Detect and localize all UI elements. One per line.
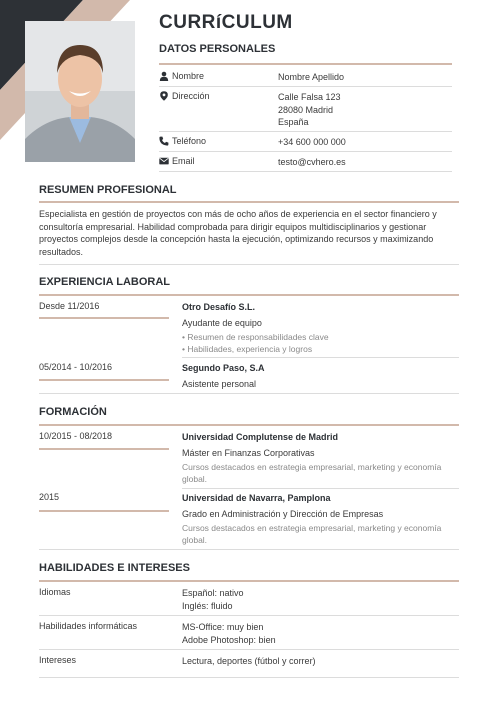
row-divider [159,151,452,152]
section-divider [39,264,459,265]
responsibility-bullet: • Resumen de responsabilidades clave [182,332,329,342]
school-name: Universidad de Navarra, Pamplona [182,493,331,503]
skill-line: MS-Office: muy bien [182,622,264,632]
education-note: Cursos destacados en estrategia empresarial, marketing y economía global. [182,462,442,484]
skill-label: Intereses [39,655,77,665]
date-underline [39,448,169,450]
education-note: Cursos destacados en estrategia empresarial, marketing y economía global. [182,523,442,545]
entry-divider [182,488,459,489]
experience-entry [182,301,462,355]
education-entry [182,431,462,485]
section-divider [39,393,459,394]
skills-title: HABILIDADES E INTERESES [39,562,190,574]
phone-icon [159,136,169,146]
company-name: Segundo Paso, S.A [182,363,265,373]
job-role: Ayudante de equipo [182,317,262,328]
degree-name: Grado en Administración y Dirección de Empresas [182,508,384,519]
email-label: Email [172,156,195,166]
summary-title: RESUMEN PROFESIONAL [39,184,177,196]
summary-divider [39,201,459,203]
address-line: España [278,117,309,127]
portrait-photo [25,21,135,162]
skill-line: Adobe Photoshop: bien [182,634,276,645]
name-value: Nombre Apellido [278,72,345,82]
email-row [159,156,452,170]
summary-text: Especialista en gestión de proyectos con más de ocho años de experiencia en el sector financiero y consultoría empresarial. Habilidad comprobada para dirigir equipos multidisciplinarios y gestionar proyectos complejos desde la concepción hasta la ejecución, optimizando recursos y maximizando resultados. [39,209,437,257]
email-value: testo@cvhero.es [278,157,346,167]
phone-label: Teléfono [172,136,207,146]
address-row [159,91,452,129]
company-name: Otro Desafío S.L. [182,302,256,312]
row-divider [39,649,459,650]
name-row [159,71,452,85]
experience-date: Desde 11/2016 [39,301,100,311]
address-label: Dirección [172,91,210,101]
personal-data-divider [159,63,452,65]
skill-values [182,587,462,612]
date-underline [39,379,169,381]
school-name: Universidad Complutense de Madrid [182,432,339,442]
experience-entry [182,362,462,393]
phone-value: +34 600 000 000 [278,137,346,147]
row-divider [159,171,452,172]
name-label: Nombre [172,71,205,81]
date-underline [39,510,169,512]
experience-date: 05/2014 - 10/2016 [39,362,113,372]
address-line: Calle Falsa 123 [278,92,341,102]
skill-values [182,655,462,668]
job-role: Asistente personal [182,378,257,389]
education-date: 10/2015 - 08/2018 [39,431,113,441]
location-pin-icon [159,91,169,101]
section-divider [39,549,459,550]
row-divider [39,677,459,678]
user-icon [159,71,169,81]
skill-values [182,621,462,646]
date-underline [39,317,169,319]
skills-divider [39,580,459,582]
phone-row [159,136,452,150]
education-entry [182,492,462,546]
entry-divider [182,357,459,358]
skill-line: Lectura, deportes (fútbol y correr) [182,656,316,666]
responsibility-bullet: • Habilidades, experiencia y logros [182,343,313,354]
address-value [278,91,341,129]
envelope-icon [159,156,169,166]
skill-line: Español: nativo [182,588,244,598]
education-date: 2015 [39,492,60,502]
page-title: CURRíCULUM [159,12,293,33]
personal-data-title: DATOS PERSONALES [159,43,276,55]
address-line: 28080 Madrid [278,104,334,115]
row-divider [159,131,452,132]
row-divider [159,86,452,87]
row-divider [39,615,459,616]
skill-line: Inglés: fluido [182,600,233,611]
degree-name: Máster en Finanzas Corporativas [182,447,315,458]
experience-divider [39,294,459,296]
experience-title: EXPERIENCIA LABORAL [39,276,170,288]
skill-label: Idiomas [39,587,71,597]
education-divider [39,424,459,426]
skill-label: Habilidades informáticas [39,621,138,631]
education-title: FORMACIÓN [39,406,107,418]
